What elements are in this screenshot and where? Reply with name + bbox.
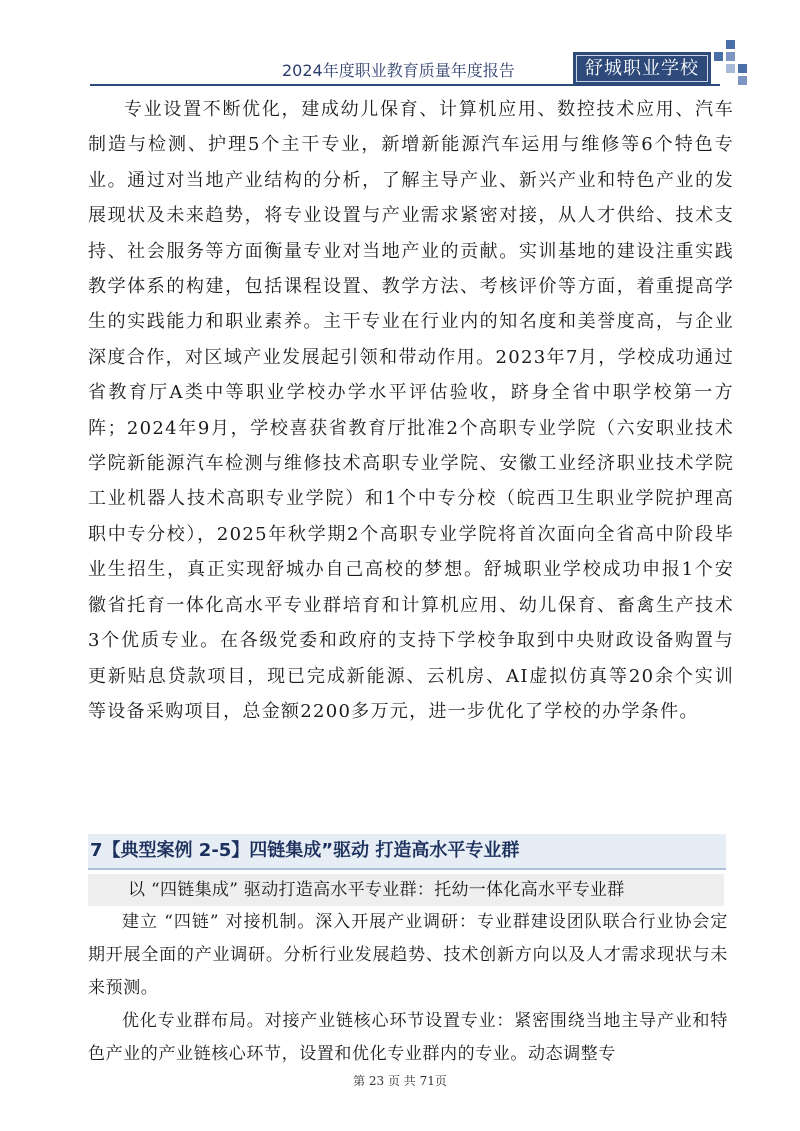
body-paragraph: 专业设置不断优化，建成幼儿保育、计算机应用、数控技术应用、汽车制造与检测、护理5个主干专业，新增新能源汽车运用与维修等6个特色专业。通过对当地产业结构的分析，了解主导产业、新兴产业和特色产业的发展现状及未来趋势，将专业设置与产业需求紧密对接，从人才供给、技术支持、社会服务等方面衡量专业对当地产业的贡献。实训基地的建设注重实践教学体系的构建，包括课程设置、教学方法、考核评价等方面，着重提高学生的实践能力和职业素养。主干专业在行业内的知名度和美誉度高，与企业深度合作，对区域产业发展起引领和带动作用。2023年7月，学校成功通过省教育厅A类中等职业学校办学水平评估验收，跻身全省中职学校第一方阵；2024年9月，学校喜获省教育厅批准2个高职专业学院（六安职业技术学院新能源汽车检测与维修技术高职专业学院、安徽工业经济职业技术学院工业机器人技术高职专业学院）和1个中专分校（皖西卫生职业学院护理高职中专分校），2025年秋学期2个高职专业学院将首次面向全省高中阶段毕业生招生，真正实现舒城办自己高校的梦想。舒城职业学校成功申报1个安徽省托育一体化高水平专业群培育和计算机应用、幼儿保育、畜禽生产技术3个优质专业。在各级党委和政府的支持下学校争取到中央财政设备购置与更新贴息贷款项目，现已完成新能源、云机房、AI虚拟仿真等20余个实训等设备采购项目，总金额2200多万元，进一步优化了学校的办学条件。 xyxy=(88,99,734,722)
school-badge-frame xyxy=(576,55,708,82)
case-paragraph-1: 建立 “四链” 对接机制。深入开展产业调研：专业群建设团队联合行业协会定期开展全面的产业调研。分析行业发展趋势、技术创新方向以及人才需求现状与未来预测。 xyxy=(88,912,728,998)
case-subtitle xyxy=(88,874,724,906)
report-title: 2024年度职业教育质量年度报告 xyxy=(282,61,515,80)
school-name-badge xyxy=(573,52,711,85)
school-name: 舒城职业学校 xyxy=(585,58,699,79)
case-paragraph-2: 优化专业群布局。对接产业链核心环节设置专业：紧密围绕当地主导产业和特色产业的产业链核心环节，设置和优化专业群内的专业。动态调整专 xyxy=(88,1011,728,1064)
page-number: 第 23 页 共 71页 xyxy=(353,1074,447,1088)
case-heading: 7【典型案例 2-5】四链集成”驱动 打造高水平专业群 xyxy=(88,834,726,870)
case-subtitle-text: 以 “四链集成” 驱动打造高水平专业群：托幼一体化高水平专业群 xyxy=(128,880,625,900)
